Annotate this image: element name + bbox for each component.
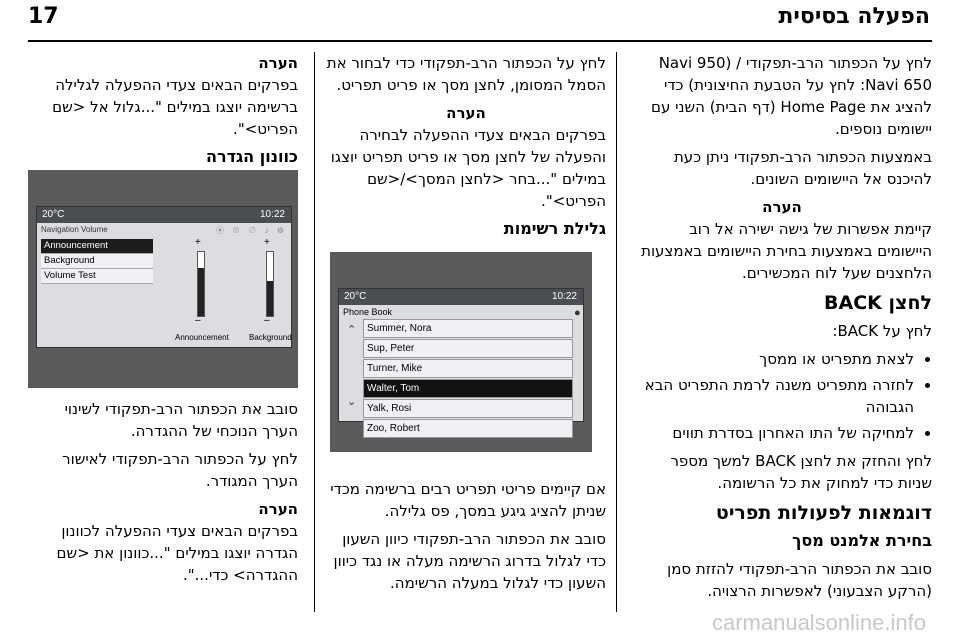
- paragraph: לחץ על הכפתור הרב-תפקודי / Navi 950) Navi 650: לחץ על הטבעת החיצונית) כדי להציג את Home Page (דף הבית) השני עם יישומים נוספים.: [651, 54, 932, 138]
- bullet-list: [632, 348, 932, 444]
- info-icon: ●: [574, 307, 581, 319]
- screen-title-bar: [37, 225, 291, 237]
- slider-fill: [267, 281, 273, 316]
- paragraph: לחץ על הכפתור הרב-תפקודי לאישור הערך המגודר.: [62, 450, 298, 490]
- column-divider: [314, 52, 315, 612]
- minus-icon: –: [264, 315, 270, 326]
- list-item[interactable]: Turner, Mike: [363, 359, 573, 378]
- column-divider: [616, 52, 617, 612]
- screen-title: Navigation Volume: [41, 225, 108, 234]
- middle-column: [326, 52, 606, 246]
- list-item[interactable]: Summer, Nora: [363, 319, 573, 338]
- note-text: בפרקים הבאים צעדי ההפעלה לכוונון הגדרה יוצגו במילים "...כוונון את <שם ההגדרה> כדי...".: [56, 522, 298, 584]
- phonebook-screenshot: [330, 252, 592, 452]
- status-icons: ⦿ ⊗ ⊘ ♪ ⚙: [215, 226, 287, 235]
- status-bar: [339, 289, 583, 305]
- clock: 10:22: [259, 209, 285, 220]
- minus-icon: –: [195, 315, 201, 326]
- slider-label: Announcement: [175, 333, 229, 342]
- note-title: הערה: [258, 54, 298, 72]
- list-item-selected[interactable]: Walter, Tom: [363, 379, 573, 398]
- plus-icon: +: [264, 237, 270, 248]
- status-bar: [37, 207, 291, 223]
- note-text: קיימת אפשרות של גישה ישירה אל רוב היישומים באמצעות בחירת היישומים באמצעות הלחצנים שעל לוח המכשירים.: [641, 220, 932, 282]
- settings-menu[interactable]: [41, 239, 153, 284]
- display-screen: [36, 206, 292, 348]
- middle-column-lower: [326, 478, 606, 600]
- section-heading: דוגמאות לפעולות תפריט: [715, 502, 932, 524]
- note-text: בפרקים הבאים צעדי ההפעלה לגלילה ברשימה יוצגו במילים "...גלול אל <שם הפריט>".: [52, 76, 298, 138]
- paragraph: סובב את הכפתור הרב-תפקודי להזזת סמן (הרקע הצבעוני) לאפשרות הרצויה.: [667, 560, 932, 600]
- volume-slider-background[interactable]: [266, 251, 274, 317]
- subsection-heading: כוונון הגדרה: [205, 147, 298, 166]
- subsection-heading: בחירת אלמנט מסך: [792, 531, 932, 550]
- page-header: [0, 0, 960, 44]
- left-column-lower: [28, 398, 298, 592]
- contact-list[interactable]: [363, 319, 573, 439]
- temperature: 20°C: [42, 209, 65, 220]
- list-item: • לחזרה מתפריט משנה לרמת התפריט הבא הגבוהה: [632, 374, 914, 418]
- section-heading: לחצן BACK: [824, 292, 932, 314]
- paragraph: לחץ והחזק את לחצן BACK למשך מספר שניות כדי למחוק את כל הרשומה.: [670, 452, 932, 492]
- chevron-down-icon: ⌄: [347, 396, 357, 408]
- note-title: הערה: [762, 198, 802, 216]
- list-item[interactable]: Yalk, Rosi: [363, 399, 573, 418]
- subsection-heading: גלילת רשימות: [503, 219, 606, 238]
- paragraph: באמצעות הכפתור הרב-תפקודי ניתן כעת להיכנס אל היישומים השונים.: [673, 148, 932, 188]
- watermark: carmanualsonline.info: [711, 610, 926, 635]
- page-title: הפעלה בסיסית: [778, 4, 930, 29]
- temperature: 20°C: [344, 291, 367, 302]
- chevron-up-icon: ⌃: [347, 324, 357, 336]
- page-number: 17: [28, 4, 59, 29]
- menu-item[interactable]: Volume Test: [41, 269, 153, 284]
- list-item[interactable]: Zoo, Robert: [363, 419, 573, 438]
- note-title: הערה: [258, 500, 298, 518]
- paragraph: סובב את הכפתור הרב-תפקודי לשינוי הערך הנוכחי של ההגדרה.: [64, 400, 298, 440]
- navigation-volume-screenshot: [28, 170, 298, 388]
- header-rule: [28, 40, 932, 42]
- list-item: • לצאת מתפריט או ממסך: [632, 348, 914, 370]
- display-screen: [338, 288, 584, 434]
- paragraph: לחץ על הכפתור הרב-תפקודי כדי לבחור את הסמל המסומן, לחצן מסך או פריט תפריט.: [326, 54, 606, 94]
- paragraph: אם קיימים פריטי תפריט רבים ברשימה מכדי שניתן להציג גיגע במסך, פס גלילה.: [330, 480, 606, 520]
- note-title: הערה: [446, 104, 486, 122]
- list-item: • למחיקה של התו האחרון בסדרת תווים: [632, 422, 914, 444]
- paragraph: סובב את הכפתור הרב-תפקודי כיוון השעון כדי לגלול בדרוג הרשימה מעלה או נגד כיוון השעון כדי לגלול במעלה הרשימה.: [333, 530, 606, 592]
- clock: 10:22: [551, 291, 577, 302]
- list-item[interactable]: Sup, Peter: [363, 339, 573, 358]
- slider-fill: [198, 268, 204, 316]
- menu-item[interactable]: Background: [41, 254, 153, 269]
- menu-item-selected[interactable]: Announcement: [41, 239, 153, 254]
- volume-slider-announcement[interactable]: [197, 251, 205, 317]
- left-column: [28, 52, 298, 174]
- slider-label: Background: [249, 333, 292, 342]
- note-text: בפרקים הבאים צעדי ההפעלה לבחירה והפעלה של לחצן מסך או פריט תפריט יוצגו במילים "...בחר <לחצן המסך>/<שם הפריט>".: [330, 126, 606, 210]
- paragraph: לחץ על BACK:: [832, 322, 932, 340]
- right-column: [632, 52, 932, 608]
- screen-title: Phone Book: [343, 307, 393, 317]
- plus-icon: +: [195, 237, 201, 248]
